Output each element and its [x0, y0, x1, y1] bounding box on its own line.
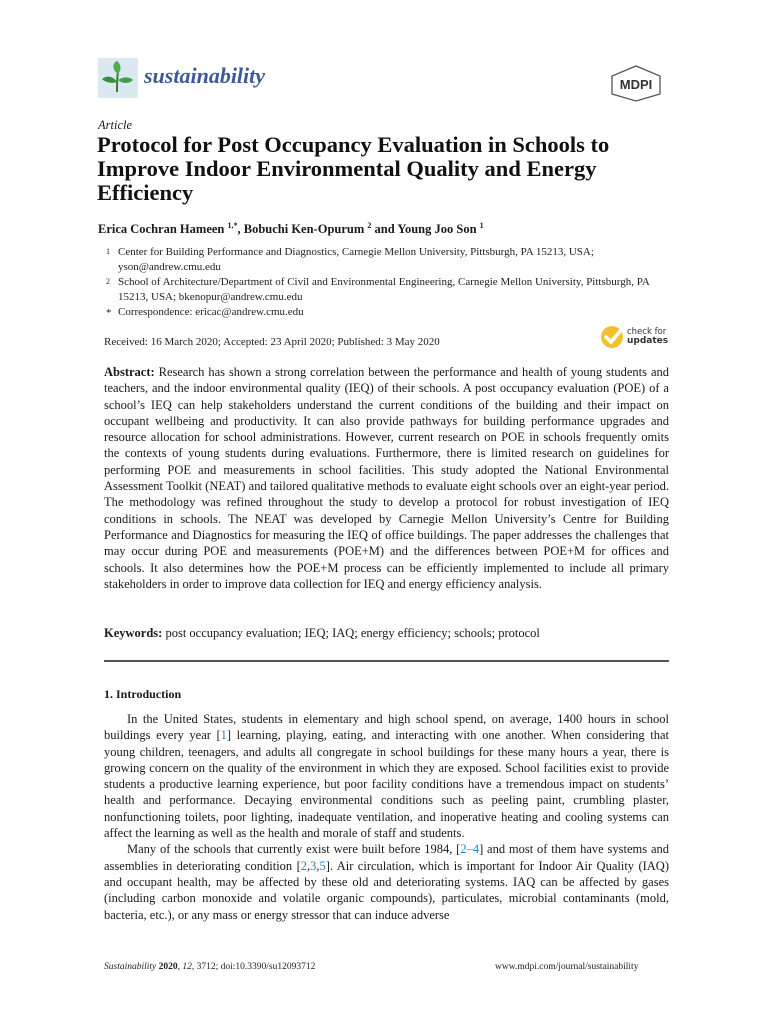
author-name: , Bobuchi Ken-Opurum — [237, 222, 368, 237]
paragraph-1: In the United States, students in elementary and high school spend, on average, 1400 hours in school buildings every year [1] learning, playing, eating, and interacting with one another. When considering that young children, teenagers, and adults all congregate in school buildings for these many hours a year, there is growing concern on the quality of the environment in which they are exposed. School facilities exist to provide students a productive learning experience, but poor facility conditions have a tremendous impact on students’ health and performance. Decaying environmental conditions such as peeling paint, crumbling plaster, nonfunctioning toilets, poor lighting, inadequate ventilation, and inoperative heating and cooling systems can affect the learning as well as the health and morale of staff and students. — [104, 712, 669, 841]
citation-link[interactable]: 5 — [319, 858, 326, 873]
author-name: and Young Joo Son — [371, 222, 480, 237]
affiliation-2 — [98, 275, 678, 304]
introduction-body — [104, 711, 669, 923]
affiliation-text: Center for Building Performance and Diagnostics, Carnegie Mellon University, Pittsburgh, PA 15213, USA; yson@andrew.cmu.edu — [118, 246, 594, 273]
publication-dates: Received: 16 March 2020; Accepted: 23 April 2020; Published: 3 May 2020 — [104, 336, 440, 348]
keywords-text: post occupancy evaluation; IEQ; IAQ; energy efficiency; schools; protocol — [162, 626, 540, 640]
footer-journal-url[interactable]: www.mdpi.com/journal/sustainability — [495, 962, 639, 972]
journal-name: sustainability — [144, 63, 266, 88]
affiliation-text: School of Architecture/Department of Civil and Environmental Engineering, Carnegie Mellon University, Pittsburgh, PA 15213, USA; bkenopur@andrew.cmu.edu — [118, 276, 650, 303]
keywords — [104, 626, 669, 641]
citation-link[interactable]: 2 — [300, 858, 307, 873]
affiliation-marker: 2 — [106, 277, 110, 286]
article-type: Article — [98, 118, 133, 132]
abstract — [104, 364, 669, 592]
affiliation-marker: * — [106, 307, 112, 319]
paragraph-2: Many of the schools that currently exist were built before 1984, [2–4] and most of them have systems and assemblies in deteriorating condition [2,3,5]. Air circulation, which is important for Indoor Air Quality (IAQ) and occupant health, may be affected by these old and deteriorating systems. IAQ can be affected by gases (including carbon monoxide and volatile organic compounds), particulates, microbial contaminants (mold, bacteria, etc.), or any mass or energy stressor that can induce adverse — [104, 842, 669, 922]
publisher-name: MDPI — [619, 77, 653, 92]
author-affil-marker: 1 — [479, 221, 484, 230]
citation-link[interactable]: 1 — [220, 728, 227, 743]
author-affil-marker: 2 — [367, 221, 372, 230]
citation-link[interactable]: 3 — [310, 858, 317, 873]
author-affil-marker: 1,* — [227, 221, 238, 230]
abstract-label: Abstract: — [104, 365, 155, 379]
author-list — [98, 221, 484, 237]
sprout-leaf-icon — [98, 58, 138, 98]
journal-logo — [98, 58, 138, 98]
check-for-updates-badge[interactable] — [600, 324, 626, 355]
footer-citation: Sustainability 2020, 12, 3712; doi:10.3390/su12093712 — [104, 962, 316, 972]
mdpi-logo — [608, 64, 664, 102]
abstract-text: Research has shown a strong correlation between the performance and health of young students and teachers, and the indoor environmental quality (IEQ) of their schools. A post occupancy evaluation (POE) of a school’s IEQ can help stakeholders understand the current conditions of the building and their impact on occupant wellbeing and productivity. It can also provide pathways for building performance upgrades and resource allocation for school administrations. However, current research on POE in schools frequently omits the contexts of young students during evaluations. Furthermore, there is limited research on guidelines for performing POE and measurements in school facilities. This study adopted the National Environmental Assessment Toolkit (NEAT) and tailored qualitative methods to evaluate eight schools over an eight-year period. The methodology was refined throughout the study to develop a protocol for robust investigation of IEQ conditions in schools. The NEAT was developed by Carnegie Mellon University’s Centre for Building Performance and Diagnostics for measuring the IEQ of office buildings. The paper addresses the challenges that may occur during POE and measurements (POE+M) and the differences between POE+M for offices and schools. It also determines how the POE+M process can be efficiently implemented to include all primary stakeholders in order to improve data collection for IEQ and energy efficiency analysis. — [104, 365, 669, 591]
affiliation-1 — [98, 245, 678, 274]
check-for-updates-label[interactable]: check for updates — [627, 327, 669, 346]
checkmark-icon — [600, 324, 626, 350]
affiliation-text: Correspondence: ericac@andrew.cmu.edu — [118, 306, 304, 318]
keywords-label: Keywords: — [104, 626, 163, 640]
section-divider — [104, 660, 669, 662]
author-name: Erica Cochran Hameen — [98, 222, 228, 237]
correspondence — [98, 305, 678, 320]
affiliation-marker: 1 — [106, 247, 110, 256]
paper-title: Protocol for Post Occupancy Evaluation in Schools to Improve Indoor Environmental Quality and Energy Efficiency — [97, 132, 610, 205]
citation-link[interactable]: 2–4 — [460, 842, 480, 857]
section-heading: 1. Introduction — [104, 687, 182, 701]
